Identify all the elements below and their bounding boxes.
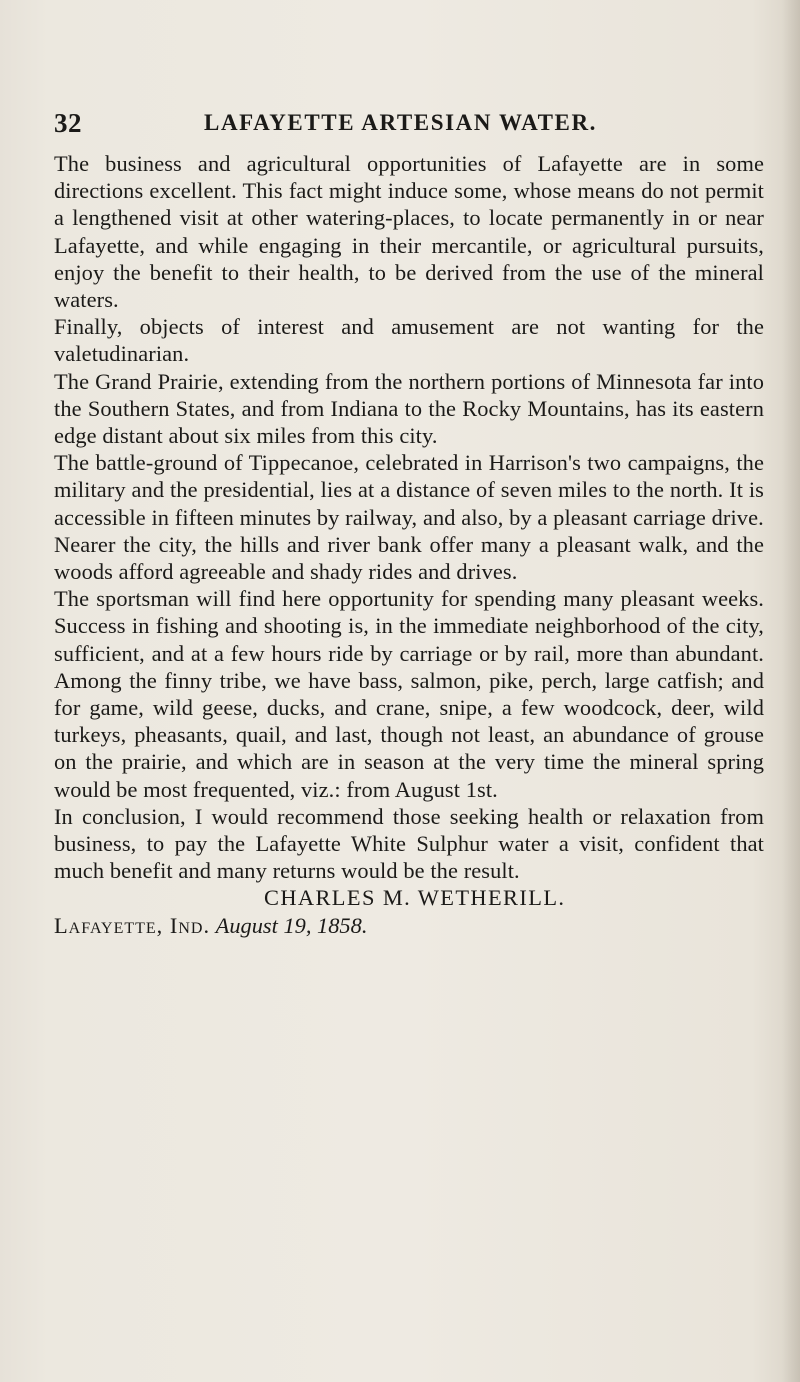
paragraph-tippecanoe: The battle-ground of Tippecanoe, celebrated in Harrison's two campaigns, the military and the presidential, lies at a distance of seven miles to the north. It is accessible in fifteen minutes by railway, and also, by a pleasant carriage drive. (54, 450, 764, 530)
page-number: 32 (54, 108, 82, 138)
paragraph-grand-prairie: The Grand Prairie, extending from the northern portions of Minnesota far into the Southern States, and from Indiana to the Rocky Mountains, has its eastern edge distant about six miles from this city. (54, 368, 764, 449)
page-edge-shadow (782, 0, 800, 1382)
running-head (54, 108, 754, 144)
paragraph-hills: Nearer the city, the hills and river bank offer many a pleasant walk, and the woods afford agreeable and shady rides and drives. (54, 531, 764, 585)
paragraph-amusement: Finally, objects of interest and amusement are not wanting for the valetudinarian. (54, 314, 764, 367)
running-title: LAFAYETTE ARTESIAN WATER. (204, 110, 598, 135)
date: August 19, 1858. (215, 912, 368, 938)
paragraph-business: The business and agricultural opportunities of Lafayette are in some directions excellent. This fact might induce some, whose means do not permit a lengthened visit at other watering-places, to locate permanently in or near Lafayette, and while engaging in their mercantile, or agricultural pursuits, enjoy the benefit to their health, to be derived from the use of the mineral waters. (54, 151, 764, 313)
body-text (54, 150, 764, 939)
signature: CHARLES M. WETHERILL. (264, 885, 566, 911)
paragraph-conclusion: In conclusion, I would recommend those seeking health or relaxation from business, to pay the Lafayette White Sulphur water a visit, confident that much benefit and many returns would be the result. (54, 803, 764, 884)
place-date (54, 912, 764, 939)
paragraph-sportsman: The sportsman will find here opportunity for spending many pleasant weeks. Success in fishing and shooting is, in the immediate neighborhood of the city, sufficient, and at a few hours ride by carriage or by rail, more than abundant. Among the finny tribe, we have bass, salmon, pike, perch, large catfish; and for game, wild geese, ducks, and crane, snipe, a few woodcock, deer, wild turkeys, pheasants, quail, and last, though not least, an abundance of grouse on the prairie, and which are in season at the very time the mineral spring would be most frequented, viz.: from August 1st. (54, 586, 764, 802)
place: Lafayette, Ind. (54, 912, 211, 938)
